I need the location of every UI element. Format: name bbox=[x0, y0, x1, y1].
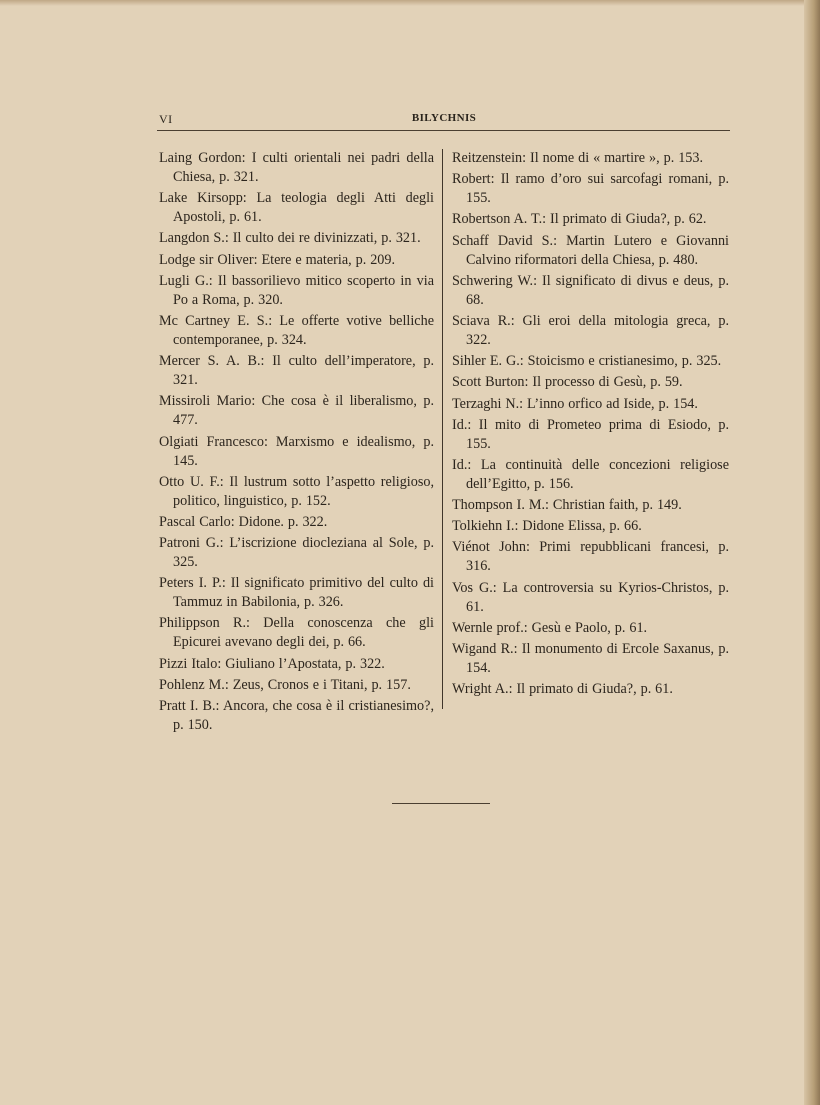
index-entry: Sciava R.: Gli eroi della mitologia greca, p. 322. bbox=[452, 312, 729, 348]
page-top-edge bbox=[0, 0, 820, 6]
index-entry: Id.: La continuità delle concezioni religiose dell’Egitto, p. 156. bbox=[452, 456, 729, 492]
index-entry: Thompson I. M.: Christian faith, p. 149. bbox=[452, 497, 682, 514]
index-entry: Peters I. P.: Il significato primitivo del culto di Tammuz in Babilonia, p. 326. bbox=[159, 575, 434, 611]
column-divider bbox=[442, 149, 443, 709]
running-head bbox=[159, 112, 729, 130]
index-entry: Olgiati Francesco: Marxismo e idealismo, p. 145. bbox=[159, 433, 434, 469]
index-entry: Schwering W.: Il significato di divus e deus, p. 68. bbox=[452, 272, 729, 308]
index-entry: Otto U. F.: Il lustrum sotto l’aspetto religioso, politico, linguistico, p. 152. bbox=[159, 473, 434, 509]
index-entry: Patroni G.: L’iscrizione diocleziana al Sole, p. 325. bbox=[159, 535, 434, 571]
index-entry: Robertson A. T.: Il primato di Giuda?, p. 62. bbox=[452, 211, 707, 228]
index-entry: Wigand R.: Il monumento di Ercole Saxanus, p. 154. bbox=[452, 641, 729, 676]
index-entry: Tolkiehn I.: Didone Elissa, p. 66. bbox=[452, 518, 642, 535]
journal-title: BILYCHNIS bbox=[411, 112, 477, 124]
index-entry: Lodge sir Oliver: Etere e materia, p. 209. bbox=[159, 251, 396, 268]
index-entry: Sihler E. G.: Stoicismo e cristianesimo, p. 325. bbox=[452, 353, 722, 370]
index-entry: Pratt I. B.: Ancora, che cosa è il cristianesimo?, p. 150. bbox=[159, 698, 434, 733]
header-rule bbox=[157, 130, 730, 131]
index-entry: Langdon S.: Il culto dei re divinizzati, p. 321. bbox=[159, 230, 421, 247]
index-entry: Reitzenstein: Il nome di « martire », p. 153. bbox=[452, 150, 704, 166]
index-entry: Mc Cartney E. S.: Le offerte votive belliche contemporanee, p. 324. bbox=[159, 312, 434, 348]
index-entry: Scott Burton: Il processo di Gesù, p. 59. bbox=[452, 374, 683, 391]
index-entry: Pizzi Italo: Giuliano l’Apostata, p. 322. bbox=[159, 655, 385, 672]
page-right-edge bbox=[804, 0, 820, 1105]
index-entry: Terzaghi N.: L’inno orfico ad Iside, p. 154. bbox=[452, 395, 698, 412]
index-entry: Philippson R.: Della conoscenza che gli Epicurei avevano degli dei, p. 66. bbox=[159, 615, 434, 651]
index-entry: Viénot John: Primi repubblicani francesi, p. 316. bbox=[452, 539, 729, 575]
index-entry: Robert: Il ramo d’oro sui sarcofagi romani, p. 155. bbox=[452, 171, 729, 207]
index-entry: Mercer S. A. B.: Il culto dell’imperatore, p. 321. bbox=[159, 353, 434, 389]
index-entry: Pascal Carlo: Didone. p. 322. bbox=[159, 513, 328, 530]
index-entry: Vos G.: La controversia su Kyrios-Christos, p. 61. bbox=[452, 579, 729, 615]
index-entry: Id.: Il mito di Prometeo prima di Esiodo, p. 155. bbox=[452, 416, 729, 452]
index-entry: Schaff David S.: Martin Lutero e Giovanni Calvino riformatori della Chiesa, p. 480. bbox=[452, 232, 729, 268]
index-right-column bbox=[452, 149, 729, 701]
index-entry: Missiroli Mario: Che cosa è il liberalismo, p. 477. bbox=[159, 393, 434, 429]
index-left-column bbox=[159, 149, 434, 737]
page-number: VI bbox=[159, 112, 173, 126]
index-entry: Lugli G.: Il bassorilievo mitico scoperto in via Po a Roma, p. 320. bbox=[159, 272, 434, 308]
end-rule bbox=[392, 803, 490, 804]
index-entry: Laing Gordon: I culti orientali nei padri della Chiesa, p. 321. bbox=[159, 150, 434, 185]
index-entry: Lake Kirsopp: La teologia degli Atti degli Apostoli, p. 61. bbox=[159, 190, 434, 226]
index-entry: Wright A.: Il primato di Giuda?, p. 61. bbox=[452, 681, 673, 698]
index-entry: Wernle prof.: Gesù e Paolo, p. 61. bbox=[452, 619, 648, 636]
index-entry: Pohlenz M.: Zeus, Cronos e i Titani, p. 157. bbox=[159, 676, 411, 693]
